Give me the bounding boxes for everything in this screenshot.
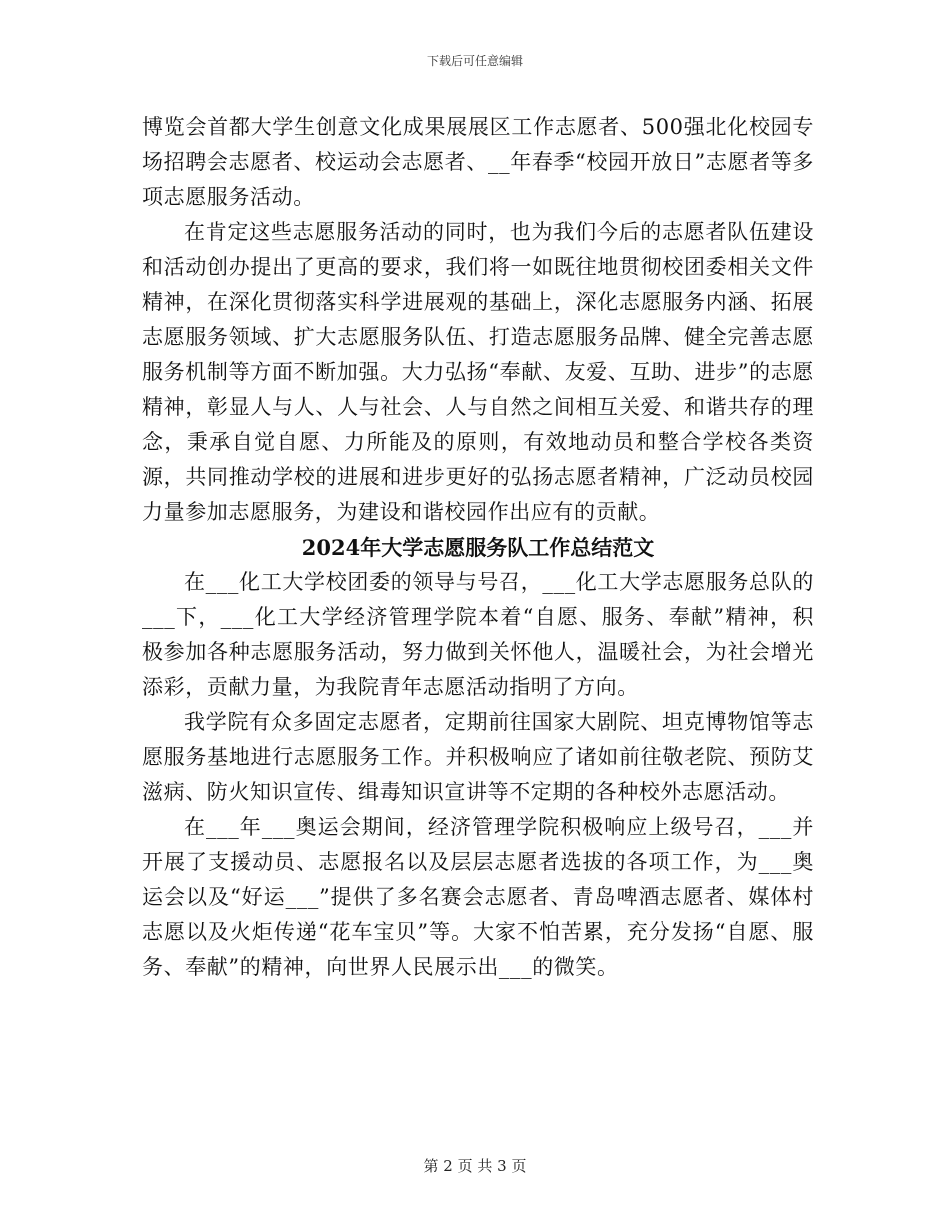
paragraph: 在___化工大学校团委的领导与号召，___化工大学志愿服务总队的___下，___化工大学经济管理学院本着“自愿、服务、奉献”精神，积极参加各种志愿服务活动，努力做到关怀他人，温暖社会，为社会增光添彩，贡献力量，为我院青年志愿活动指明了方向。 [142, 570, 814, 699]
page-footer: 第 2 页 共 3 页 [423, 1157, 527, 1175]
document-body [142, 110, 814, 985]
paragraph: 我学院有众多固定志愿者，定期前往国家大剧院、坦克博物馆等志愿服务基地进行志愿服务工作。并积极响应了诸如前往敬老院、预防艾滋病、防火知识宣传、缉毒知识宣讲等不定期的各种校外志愿活动。 [142, 710, 814, 804]
paragraph-continued: 博览会首都大学生创意文化成果展展区工作志愿者、500强北化校园专场招聘会志愿者、校运动会志愿者、__年春季“校园开放日”志愿者等多项志愿服务活动。 [142, 115, 814, 209]
section-title: 2024年大学志愿服务队工作总结范文 [301, 535, 655, 560]
paragraph: 在___年___奥运会期间，经济管理学院积极响应上级号召，___并开展了支援动员、志愿报名以及层层志愿者选拔的各项工作，为___奥运会以及“好运___”提供了多名赛会志愿者、青岛啤酒志愿者、媒体村志愿以及火炬传递“花车宝贝”等。大家不怕苦累，充分发扬“自愿、服务、奉献”的精神，向世界人民展示出___的微笑。 [142, 815, 814, 979]
page-header: 下载后可任意编辑 [426, 54, 523, 68]
paragraph: 在肯定这些志愿服务活动的同时，也为我们今后的志愿者队伍建设和活动创办提出了更高的要求，我们将一如既往地贯彻校团委相关文件精神，在深化贯彻落实科学进展观的基础上，深化志愿服务内涵、拓展志愿服务领域、扩大志愿服务队伍、打造志愿服务品牌、健全完善志愿服务机制等方面不断加强。大力弘扬“奉献、友爱、互助、进步”的志愿精神，彰显人与人、人与社会、人与自然之间相互关爱、和谐共存的理念，秉承自觉自愿、力所能及的原则，有效地动员和整合学校各类资源，共同推动学校的进展和进步更好的弘扬志愿者精神，广泛动员校园力量参加志愿服务，为建设和谐校园作出应有的贡献。 [142, 220, 814, 524]
